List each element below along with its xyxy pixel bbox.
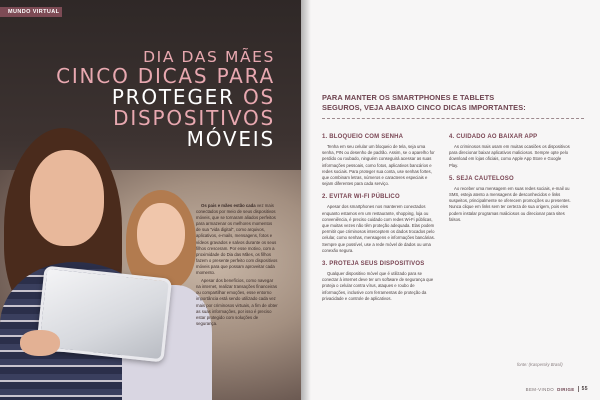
headline-line-3: DISPOSITIVOS (113, 106, 275, 130)
column-right (449, 134, 571, 230)
tip-body: Apesar dos smartphones nos manterem conectados enquanto estamos em um restaurante, shopping, loja ou conveniência, é preciso cuidado com redes Wi-Fi públicas, que muitas vezes não têm proteção adequada. Elas podem permitir que criminosos interceptem os dados trocados pelo celular, como senhas, mensagens e informações bancárias. Sempre que possível, use a rede móvel de dados ou uma conexão segura. (322, 204, 435, 253)
source-credit: fonte: (Kaspersky Brasil) (517, 362, 563, 367)
section-tab: MUNDO VIRTUAL (0, 7, 62, 17)
child-face (137, 203, 185, 265)
headline (56, 48, 275, 150)
footer-divider (578, 386, 579, 392)
headline-line-4: MÓVEIS (186, 127, 275, 151)
left-body-text (196, 203, 278, 329)
tip-title: 3. PROTEJA SEUS DISPOSITIVOS (322, 261, 425, 268)
headline-line-2 (56, 87, 275, 108)
headline-line-2-rest: OS (234, 85, 275, 109)
tip-section (449, 134, 571, 169)
mother-face (30, 150, 104, 246)
page-footer (526, 386, 588, 392)
column-left (322, 134, 437, 309)
headline-highlight: PROTEGER (111, 85, 235, 109)
left-paragraph-1: vez mais conectados por meio de seus dispositivos móveis, que se tornaram aliados perfeitos para armazenar os melhores momentos de sua "vida digital", como arquivos, aplicativos, e-mails, mensagens, fotos e vídeos gravados e salvos durante os seus filhos cresceram. Por esse motivo, com a proximidade do Dia das Mães, os filhos fazem o presente perfeito com dispositivos móveis para que possam aproveitar cada momento. (196, 203, 278, 276)
tip-section (322, 194, 437, 254)
right-page (301, 0, 600, 400)
tip-body: As criminosos mais usam em muitas ocasiões os dispositivos para direcionar baixar aplicativos maliciosos. Sempre opte pelo download em lojas oficiais, como Apple App Store e Google Play. (449, 144, 570, 168)
hand-image (20, 330, 60, 356)
left-paragraph-2: Apesar dos benefícios, como navegar na internet, realizar transações financeiras ou compartilhar emoções, esse entorno importância está sendo utilizado cada vez mais por criminosos virtuais, a fim de obter as suas informações, por isso é preciso estar protegido com soluções de segurança. (196, 278, 278, 326)
tip-title: 5. SEJA CAUTELOSO (449, 175, 514, 182)
tip-section (322, 261, 437, 302)
footer-label: BEM-VINDO (525, 386, 555, 392)
lead-sentence: Os pais e mães estão cada (201, 203, 256, 208)
page-number: 55 (581, 386, 588, 392)
headline-kicker: DIA DAS MÃES (143, 48, 275, 66)
divider-rule (322, 118, 584, 119)
tip-title: 1. BLOQUEIO COM SENHA (322, 134, 404, 140)
headline-line-1: CINCO DICAS PARA (56, 64, 275, 88)
magazine-name: DIRIGE (557, 386, 575, 392)
tip-title: 2. EVITAR WI-FI PÚBLICO (322, 194, 400, 201)
tip-title: 4. CUIDADO AO BAIXAR APP (449, 134, 538, 140)
page-gutter (301, 0, 311, 400)
intro-heading: PARA MANTER OS SMARTPHONES E TABLETS SEGUROS, VEJA ABAIXO CINCO DICAS IMPORTANTES: (322, 93, 526, 112)
tip-section (449, 176, 571, 223)
tip-body: Tenha em seu celular um bloqueio de tela, seja uma senha, PIN ou desenho de padrão. Assim, se o aparelho for perdido ou roubado, ninguém conseguirá acessar as suas informações pessoais, como fotos, aplicativos bancários e redes sociais. Para proteger sua conta, use senhas fortes, que combinam letras, números e caracteres especiais e sejam diferentes para cada serviço. (322, 144, 435, 187)
tip-body: Ao receber uma mensagem em suas redes sociais, e-mail ou SMS, esteja atento a mensagens de desconhecidos e links suspeitos, principalmente se oferecem promoções ou presentes. Nunca clique em links sem ter certeza de sua origem, pois eles podem instalar programas maliciosos ou direcionar para sites falsos. (449, 185, 571, 222)
tip-section (322, 134, 437, 187)
tip-body: Qualquer dispositivo móvel que é utilizado para se conectar à internet deve ter um software de segurança que proteja o celular contra vírus, ataques e roubo de informações, inclusive com ferramentas de proteção da privacidade e controle de aplicativos. (322, 271, 434, 301)
